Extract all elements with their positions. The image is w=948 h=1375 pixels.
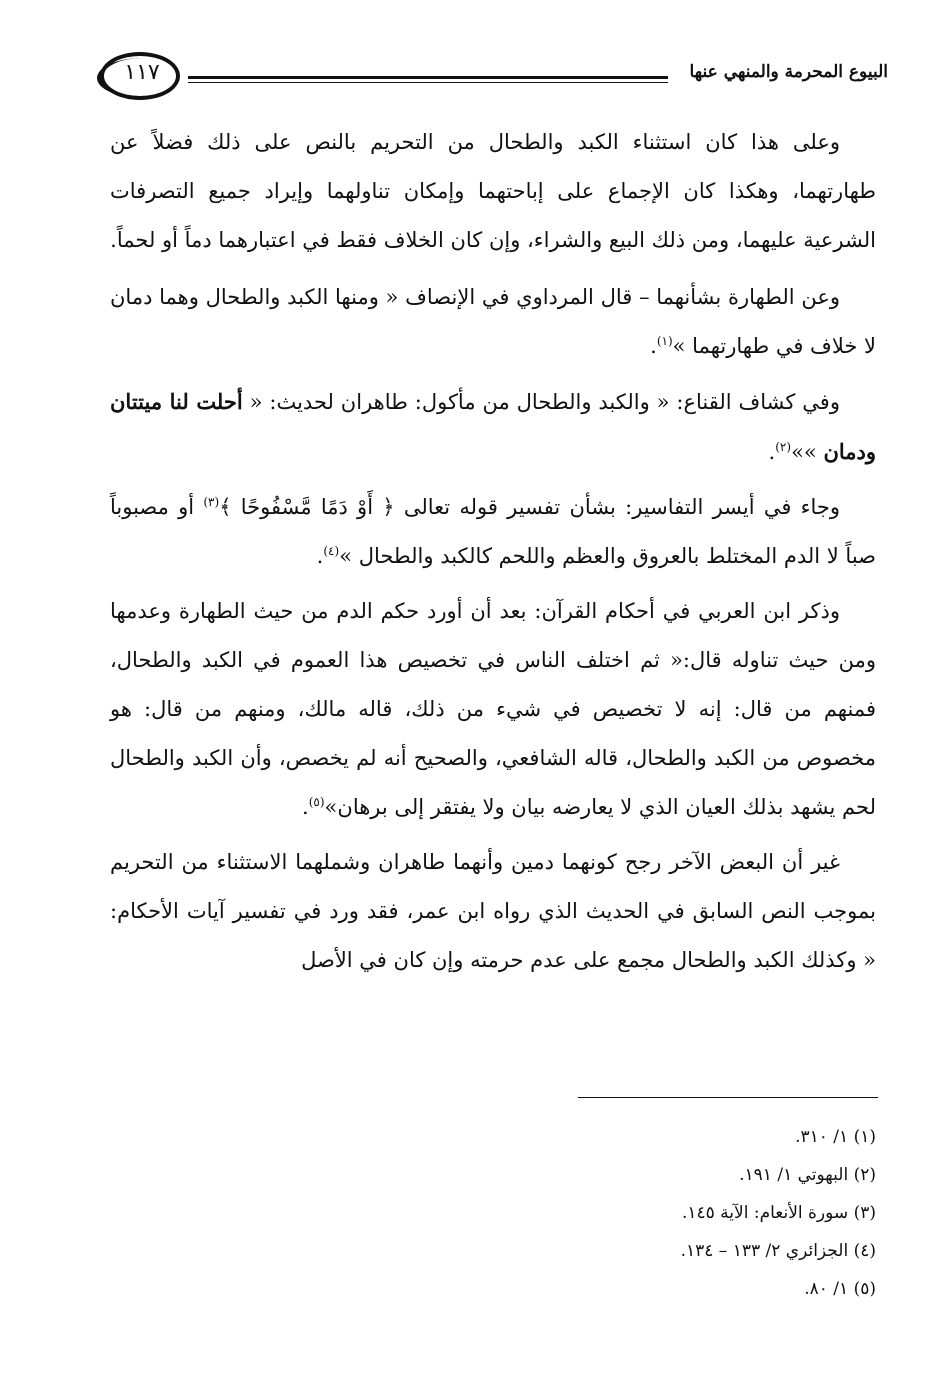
main-text (110, 118, 876, 991)
paragraph-4 (110, 483, 876, 581)
running-title: البيوع المحرمة والمنهي عنها (689, 62, 888, 82)
paragraph-text: وذكر ابن العربي في أحكام القرآن: بعد أن أورد حكم الدم من حيث الطهارة وعدمها ومن حيث تناوله قال:« ثم اختلف الناس في تخصيص هذا العموم في الكبد والطحال، فمنهم من قال: إنه لا تخصيص في شيء من ذلك، قاله مالك، ومنهم من قال: هو مخصوص من الكبد والطحال، قاله الشافعي، والصحيح أنه لم يخصص، وأن الكبد والطحال لحم يشهد بذلك العيان الذي لا يعارضه بيان ولا يفتقر إلى برهان» (110, 599, 876, 819)
header-rule-thick (188, 76, 668, 79)
paragraph-ending: . (650, 334, 657, 358)
paragraph-ending: . (316, 544, 324, 568)
paragraph-text: وجاء في أيسر التفاسير: بشأن تفسير قوله تعالى ﴿ أَوْ دَمًا مَّسْفُوحًا ﴾ (219, 495, 840, 519)
footnote-2: (٢) البهوتي ١/ ١٩١. (739, 1165, 876, 1185)
footnote-ref[interactable]: (٥) (308, 795, 325, 809)
hadith-quote: أحلت لنا ميتتان ودمان (110, 389, 876, 464)
footnote-ref[interactable]: (٤) (323, 544, 340, 558)
paragraph-text: وعن الطهارة بشأنهما – قال المرداوي في الإنصاف « ومنها الكبد والطحال وهما دمان لا خلاف في طهارتهما » (110, 285, 876, 358)
paragraph-6 (110, 838, 876, 985)
footnote-1: (١) ١/ ٣١٠. (795, 1127, 876, 1147)
footnote-ref[interactable]: (٢) (775, 440, 792, 454)
footnote-ref[interactable]: (١) (656, 334, 673, 348)
page-number: ١١٧ (124, 60, 160, 85)
paragraph-text-after: أو مصبوباً صباً لا الدم المختلط بالعروق والعظم واللحم كالكبد والطحال » (110, 495, 876, 568)
header-rule-thin (188, 82, 668, 83)
footnote-separator (578, 1097, 878, 1098)
paragraph-1 (110, 118, 876, 265)
paragraph-2 (110, 273, 876, 371)
paragraph-text-after: »» (791, 440, 824, 464)
footnote-4: (٤) الجزائري ٢/ ١٣٣ – ١٣٤. (680, 1241, 876, 1261)
paragraph-5 (110, 587, 876, 832)
paragraph-3 (110, 377, 876, 477)
page-header (96, 44, 888, 110)
paragraph-ending: . (302, 795, 309, 819)
paragraph-text: غير أن البعض الآخر رجح كونهما دمين وأنهما طاهران وشملهما الاستثناء من التحريم بموجب النص السابق في الحديث الذي رواه ابن عمر، فقد ورد في تفسير آيات الأحكام: « وكذلك الكبد والطحال مجمع على عدم حرمته وإن كان في الأصل (110, 850, 876, 972)
footnote-3: (٣) سورة الأنعام: الآية ١٤٥. (681, 1203, 876, 1223)
footnote-5: (٥) ١/ ٨٠. (804, 1279, 876, 1299)
footnote-ref[interactable]: (٣) (203, 495, 220, 509)
paragraph-text: وفي كشاف القناع: « والكبد والطحال من مأكول: طاهران لحديث: « (242, 390, 840, 414)
paragraph-ending: . (768, 440, 776, 464)
footnotes (560, 1118, 876, 1308)
paragraph-text: وعلى هذا كان استثناء الكبد والطحال من التحريم بالنص على ذلك فضلاً عن طهارتهما، وهكذا كان الإجماع على إباحتهما وإمكان تناولهما وإيراد جميع التصرفات الشرعية عليهما، ومن ذلك البيع والشراء، وإن كان الخلاف فقط في اعتبارهما دماً أو لحماً. (110, 130, 876, 252)
